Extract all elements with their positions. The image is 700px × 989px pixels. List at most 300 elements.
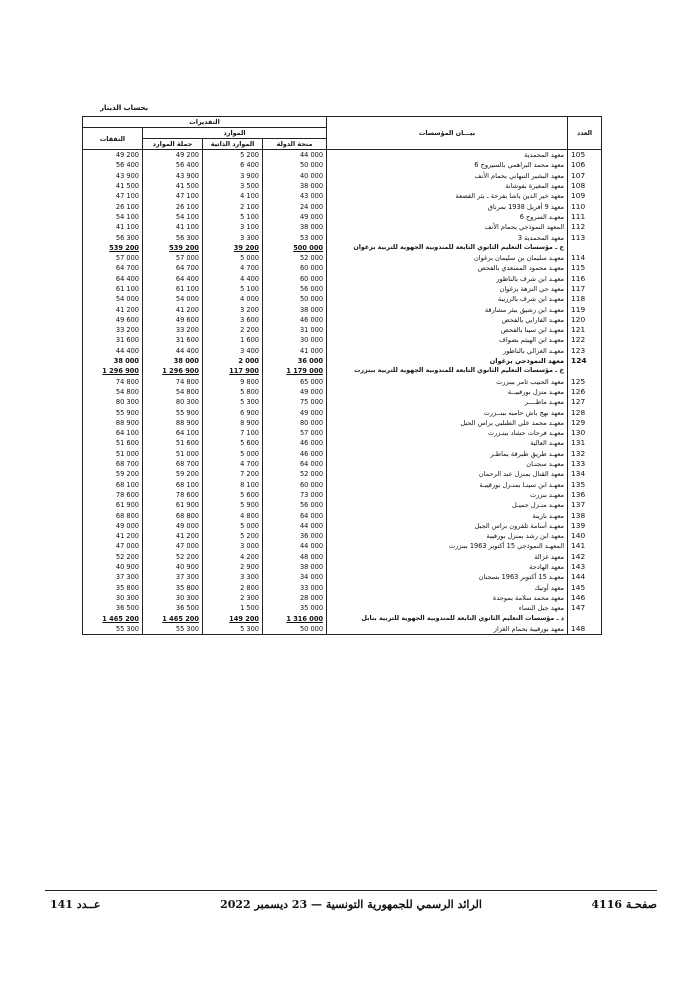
cell-own: 9 800	[203, 377, 263, 387]
cell-name: معهد جبل النساء	[327, 603, 568, 613]
cell-num: 127	[568, 397, 602, 407]
cell-total: 61 900	[143, 500, 203, 510]
cell-total: 80 300	[143, 397, 203, 407]
cell-own: 4 700	[203, 459, 263, 469]
table-row	[83, 480, 602, 490]
cell-own: 5 100	[203, 284, 263, 294]
cell-total: 47 100	[143, 191, 203, 201]
cell-grant: 38 000	[263, 562, 327, 572]
cell-total: 539 200	[143, 243, 203, 253]
cell-grant: 46 000	[263, 438, 327, 448]
cell-name: معهد حي النزهة بزغوان	[327, 284, 568, 294]
cell-name: معهـد الغزالي بالناظور	[327, 346, 568, 356]
cell-num: 133	[568, 459, 602, 469]
table-row	[83, 263, 602, 273]
cell-own: 3 300	[203, 232, 263, 242]
cell-num: 148	[568, 624, 602, 635]
table-row	[83, 274, 602, 284]
cell-total: 33 200	[143, 325, 203, 335]
cell-own: 5 600	[203, 438, 263, 448]
cell-name: معهـد ابن شرف بالناظور	[327, 274, 568, 284]
cell-name: معهـد فرحات حشاد ببنـزرت	[327, 428, 568, 438]
cell-own: 1 500	[203, 603, 263, 613]
cell-total: 47 000	[143, 541, 203, 551]
cell-own: 3 300	[203, 572, 263, 582]
cell-name: معهد المحمدية	[327, 150, 568, 161]
cell-total: 54 000	[143, 294, 203, 304]
cell-total: 64 700	[143, 263, 203, 273]
cell-grant: 31 000	[263, 325, 327, 335]
cell-total: 38 000	[143, 356, 203, 366]
cell-num: 124	[568, 356, 602, 366]
section-row	[83, 243, 602, 253]
cell-num: 126	[568, 387, 602, 397]
cell-total: 44 400	[143, 346, 203, 356]
table-row	[83, 531, 602, 541]
cell-grant: 36 000	[263, 356, 327, 366]
cell-own: 4 200	[203, 552, 263, 562]
table-row	[83, 572, 602, 582]
table-row	[83, 284, 602, 294]
table-row	[83, 469, 602, 479]
cell-grant: 50 000	[263, 624, 327, 635]
cell-own: 3 100	[203, 222, 263, 232]
table-row	[83, 377, 602, 387]
table-row	[83, 428, 602, 438]
cell-exp: 43 900	[83, 171, 143, 181]
cell-own: 4 000	[203, 294, 263, 304]
journal-title-date: الرائد الرسمي للجمهورية التونسية — 23 ديسمبر 2022	[220, 898, 482, 911]
cell-grant: 33 000	[263, 582, 327, 592]
table-row	[83, 253, 602, 263]
table-row	[83, 624, 602, 635]
cell-own: 8 900	[203, 418, 263, 428]
cell-name: معهـد طريق طبرقة بماطـر	[327, 449, 568, 459]
cell-num: 147	[568, 603, 602, 613]
cell-exp: 88 900	[83, 418, 143, 428]
cell-exp: 44 400	[83, 346, 143, 356]
cell-total: 51 600	[143, 438, 203, 448]
cell-name: المعهد النموذجي بحمام الأنف	[327, 222, 568, 232]
cell-num: 118	[568, 294, 602, 304]
cell-exp: 64 700	[83, 263, 143, 273]
cell-grant: 64 000	[263, 459, 327, 469]
cell-num: 131	[568, 438, 602, 448]
cell-exp: 539 200	[83, 243, 143, 253]
cell-own: 5 300	[203, 624, 263, 635]
table-row	[83, 150, 602, 161]
cell-own: 5 900	[203, 500, 263, 510]
cell-grant: 50 000	[263, 160, 327, 170]
cell-total: 36 500	[143, 603, 203, 613]
cell-name: معهـد 15 أكتوبر 1963 بسجنان	[327, 572, 568, 582]
cell-total: 43 900	[143, 171, 203, 181]
cell-num: 140	[568, 531, 602, 541]
cell-name: معهد خير الدين باشا بفرحة ـ بئر القصعة	[327, 191, 568, 201]
cell-name: معهد محمد سلامة بموجدة	[327, 593, 568, 603]
cell-exp: 31 600	[83, 335, 143, 345]
cell-exp: 55 300	[83, 624, 143, 635]
table-row	[83, 171, 602, 181]
cell-num: 146	[568, 593, 602, 603]
cell-num: 134	[568, 469, 602, 479]
cell-exp: 49 000	[83, 521, 143, 531]
cell-num: 121	[568, 325, 602, 335]
header-state-grant: منحة الدولة	[263, 139, 327, 150]
cell-exp: 78 600	[83, 490, 143, 500]
cell-exp: 47 000	[83, 541, 143, 551]
cell-name: معهد الهادجة	[327, 562, 568, 572]
cell-num: 135	[568, 480, 602, 490]
cell-name: خ ـ مؤسسات التعليم الثانوي التابعة للمندوبية الجهوية للتربية ببنزرت	[327, 366, 568, 376]
cell-grant: 73 000	[263, 490, 327, 500]
cell-exp: 61 100	[83, 284, 143, 294]
cell-grant: 44 000	[263, 150, 327, 161]
cell-own: 39 200	[203, 243, 263, 253]
cell-total: 54 800	[143, 387, 203, 397]
cell-name: معهد غزالة	[327, 552, 568, 562]
cell-name: معهـد منـزل جميـل	[327, 500, 568, 510]
cell-grant: 1 179 000	[263, 366, 327, 376]
cell-num: 105	[568, 150, 602, 161]
cell-grant: 38 000	[263, 222, 327, 232]
cell-num: 117	[568, 284, 602, 294]
cell-exp: 47 100	[83, 191, 143, 201]
cell-grant: 38 000	[263, 181, 327, 191]
cell-own: 5 300	[203, 397, 263, 407]
cell-exp: 38 000	[83, 356, 143, 366]
cell-total: 78 600	[143, 490, 203, 500]
cell-exp: 74 800	[83, 377, 143, 387]
cell-num: 142	[568, 552, 602, 562]
cell-exp: 41 200	[83, 531, 143, 541]
table-row	[83, 294, 602, 304]
cell-name: معهـد منزل بورقيبــة	[327, 387, 568, 397]
cell-grant: 60 000	[263, 480, 327, 490]
cell-exp: 59 200	[83, 469, 143, 479]
cell-name: معهـد ابن شرف بالزريبة	[327, 294, 568, 304]
cell-name: معهـد سجنـان	[327, 459, 568, 469]
cell-name: معهد القنال بمنزل عبد الرحمان	[327, 469, 568, 479]
cell-num: 137	[568, 500, 602, 510]
cell-num: 123	[568, 346, 602, 356]
cell-total: 64 400	[143, 274, 203, 284]
issue-number: عــدد 141	[50, 898, 101, 911]
cell-total: 51 000	[143, 449, 203, 459]
cell-exp: 30 300	[83, 593, 143, 603]
cell-name: معهـد بنزرت	[327, 490, 568, 500]
cell-exp: 57 000	[83, 253, 143, 263]
cell-grant: 28 000	[263, 593, 327, 603]
cell-exp: 54 100	[83, 212, 143, 222]
cell-own: 3 600	[203, 315, 263, 325]
cell-num: 112	[568, 222, 602, 232]
cell-total: 52 200	[143, 552, 203, 562]
cell-name: معهـد ماطــــر	[327, 397, 568, 407]
cell-num: 122	[568, 335, 602, 345]
cell-own: 5 200	[203, 150, 263, 161]
table-row	[83, 315, 602, 325]
cell-num: 119	[568, 304, 602, 314]
cell-total: 49 600	[143, 315, 203, 325]
table-row	[83, 346, 602, 356]
cell-exp: 54 800	[83, 387, 143, 397]
table-row	[83, 222, 602, 232]
cell-own: 8 100	[203, 480, 263, 490]
cell-num: 110	[568, 201, 602, 211]
table-row	[83, 181, 602, 191]
cell-total: 31 600	[143, 335, 203, 345]
table-row	[83, 562, 602, 572]
cell-own: 3 000	[203, 541, 263, 551]
cell-name: معهـد العالية	[327, 438, 568, 448]
cell-total: 41 200	[143, 531, 203, 541]
cell-grant: 56 000	[263, 500, 327, 510]
cell-num: 106	[568, 160, 602, 170]
section-row	[83, 366, 602, 376]
cell-name: معهـد الفارابي بالفحص	[327, 315, 568, 325]
cell-num: 136	[568, 490, 602, 500]
cell-name: المعهـد النموذجي 15 أكتوبر 1963 ببنزرت	[327, 541, 568, 551]
cell-exp: 33 200	[83, 325, 143, 335]
page-footer	[45, 898, 657, 914]
cell-own: 5 800	[203, 387, 263, 397]
cell-grant: 60 000	[263, 263, 327, 273]
cell-grant: 40 000	[263, 171, 327, 181]
cell-total: 49 200	[143, 150, 203, 161]
cell-num: 138	[568, 510, 602, 520]
cell-total: 74 800	[143, 377, 203, 387]
cell-exp: 41 500	[83, 181, 143, 191]
cell-own: 4 400	[203, 274, 263, 284]
cell-grant: 41 000	[263, 346, 327, 356]
table-row	[83, 407, 602, 417]
cell-grant: 56 000	[263, 284, 327, 294]
cell-grant: 500 000	[263, 243, 327, 253]
header-number: العدد	[568, 117, 602, 150]
cell-exp: 61 900	[83, 500, 143, 510]
cell-grant: 30 000	[263, 335, 327, 345]
cell-grant: 75 000	[263, 397, 327, 407]
cell-grant: 24 000	[263, 201, 327, 211]
cell-own: 2 300	[203, 593, 263, 603]
cell-grant: 44 000	[263, 521, 327, 531]
cell-num: 116	[568, 274, 602, 284]
cell-name: معهد أوتيك	[327, 582, 568, 592]
cell-exp: 68 100	[83, 480, 143, 490]
cell-total: 41 500	[143, 181, 203, 191]
cell-own: 5 200	[203, 531, 263, 541]
cell-own: 2 000	[203, 356, 263, 366]
cell-name: ح ـ مؤسسات التعليم الثانوي التابعة للمندوبية الجهوية للتربية بزغوان	[327, 243, 568, 253]
cell-exp: 52 200	[83, 552, 143, 562]
cell-own: 2 900	[203, 562, 263, 572]
cell-num: 109	[568, 191, 602, 201]
cell-num: 125	[568, 377, 602, 387]
cell-grant: 49 000	[263, 212, 327, 222]
cell-own: 2 100	[203, 201, 263, 211]
cell-name: معهـد أسامة ثلقرون براس الجبل	[327, 521, 568, 531]
header-institutions: بيـــان المؤسسات	[327, 117, 568, 150]
cell-total: 68 100	[143, 480, 203, 490]
unit-label: بحساب الدينار	[100, 104, 149, 112]
cell-name: معهـد محمد علي الطبلبي براس الجبل	[327, 418, 568, 428]
cell-name: معهد بورقيبة بحمام الغزاز	[327, 624, 568, 635]
cell-total: 40 900	[143, 562, 203, 572]
budget-table	[82, 116, 602, 635]
cell-exp: 68 800	[83, 510, 143, 520]
cell-own: 3 900	[203, 171, 263, 181]
cell-num	[568, 613, 602, 623]
cell-grant: 46 000	[263, 315, 327, 325]
cell-exp: 41 100	[83, 222, 143, 232]
cell-grant: 46 000	[263, 449, 327, 459]
cell-grant: 60 000	[263, 274, 327, 284]
cell-num: 128	[568, 407, 602, 417]
table-row	[83, 212, 602, 222]
cell-grant: 38 000	[263, 304, 327, 314]
cell-total: 68 800	[143, 510, 203, 520]
cell-exp: 54 000	[83, 294, 143, 304]
cell-exp: 56 300	[83, 232, 143, 242]
page-number: صفحـة 4116	[591, 898, 657, 911]
cell-own: 3 200	[203, 304, 263, 314]
cell-grant: 53 000	[263, 232, 327, 242]
cell-exp: 49 200	[83, 150, 143, 161]
cell-exp: 36 500	[83, 603, 143, 613]
cell-grant: 65 000	[263, 377, 327, 387]
table-row	[83, 232, 602, 242]
table-row	[83, 160, 602, 170]
cell-own: 4 700	[203, 263, 263, 273]
cell-own: 7 100	[203, 428, 263, 438]
cell-own: 3 400	[203, 346, 263, 356]
cell-num	[568, 366, 602, 376]
cell-total: 64 100	[143, 428, 203, 438]
cell-name: معهـد محمود المسعدي بالفحص	[327, 263, 568, 273]
cell-name: معهد البشير النبهاني بحمام الأنف	[327, 171, 568, 181]
cell-grant: 48 000	[263, 552, 327, 562]
cell-name: معهـد ابن رشيق ببئر مشارقة	[327, 304, 568, 314]
footer-rule	[45, 890, 657, 891]
table-row	[83, 325, 602, 335]
cell-grant: 35 000	[263, 603, 327, 613]
cell-name: د ـ مؤسسات التعليم الثانوي التابعة للمندوبية الجهوية للتربية بنابل	[327, 613, 568, 623]
cell-grant: 52 000	[263, 253, 327, 263]
section-row	[83, 613, 602, 623]
cell-num: 108	[568, 181, 602, 191]
cell-num: 114	[568, 253, 602, 263]
cell-exp: 51 000	[83, 449, 143, 459]
table-row	[83, 582, 602, 592]
cell-exp: 40 900	[83, 562, 143, 572]
cell-own: 7 200	[203, 469, 263, 479]
cell-num: 113	[568, 232, 602, 242]
table-row	[83, 201, 602, 211]
cell-num: 129	[568, 418, 602, 428]
cell-grant: 52 000	[263, 469, 327, 479]
cell-own: 149 200	[203, 613, 263, 623]
table-row	[83, 593, 602, 603]
cell-name: معهد نهج باش حامبه ببنــزرت	[327, 407, 568, 417]
cell-total: 41 200	[143, 304, 203, 314]
cell-own: 4 800	[203, 510, 263, 520]
header-resources: الموارد	[143, 128, 327, 139]
cell-exp: 68 700	[83, 459, 143, 469]
table-row	[83, 438, 602, 448]
cell-own: 4 100	[203, 191, 263, 201]
table-row	[83, 397, 602, 407]
cell-own: 5 600	[203, 490, 263, 500]
cell-exp: 37 300	[83, 572, 143, 582]
table-row	[83, 541, 602, 551]
cell-total: 61 100	[143, 284, 203, 294]
table-row	[83, 500, 602, 510]
cell-num	[568, 243, 602, 253]
table-row	[83, 603, 602, 613]
cell-total: 55 300	[143, 624, 203, 635]
cell-own: 1 600	[203, 335, 263, 345]
table-row	[83, 510, 602, 520]
cell-exp: 80 300	[83, 397, 143, 407]
cell-own: 117 900	[203, 366, 263, 376]
cell-num: 130	[568, 428, 602, 438]
cell-exp: 26 100	[83, 201, 143, 211]
cell-total: 59 200	[143, 469, 203, 479]
cell-name: معهد ابن رشد بمنزل بورقيبة	[327, 531, 568, 541]
cell-exp: 56 400	[83, 160, 143, 170]
cell-own: 5 000	[203, 253, 263, 263]
cell-name: معهـد ابن سينا بالفحص	[327, 325, 568, 335]
cell-exp: 49 600	[83, 315, 143, 325]
cell-total: 56 300	[143, 232, 203, 242]
table-row	[83, 387, 602, 397]
cell-num: 143	[568, 562, 602, 572]
cell-num: 145	[568, 582, 602, 592]
table-row	[83, 304, 602, 314]
cell-grant: 1 316 000	[263, 613, 327, 623]
cell-grant: 80 000	[263, 418, 327, 428]
cell-name: معهـد سليمان بن سليمان بزغوان	[327, 253, 568, 263]
cell-name: معهد 9 أفريل 1938 بمرناق	[327, 201, 568, 211]
cell-grant: 50 000	[263, 294, 327, 304]
cell-name: معهد المحمدية 3	[327, 232, 568, 242]
header-own-resources: الموارد الذاتية	[203, 139, 263, 150]
cell-own: 5 100	[203, 212, 263, 222]
table-row	[83, 191, 602, 201]
cell-num: 132	[568, 449, 602, 459]
cell-total: 26 100	[143, 201, 203, 211]
cell-name: معهد الحبيب ثامر ببنزرت	[327, 377, 568, 387]
cell-name: معهـد بازينة	[327, 510, 568, 520]
cell-own: 6 900	[203, 407, 263, 417]
cell-total: 56 400	[143, 160, 203, 170]
cell-own: 3 500	[203, 181, 263, 191]
table-body	[83, 150, 602, 635]
cell-grant: 49 000	[263, 387, 327, 397]
cell-exp: 55 900	[83, 407, 143, 417]
cell-exp: 51 600	[83, 438, 143, 448]
cell-total: 49 000	[143, 521, 203, 531]
cell-total: 41 100	[143, 222, 203, 232]
cell-name: معهـد السروج 6	[327, 212, 568, 222]
cell-total: 54 100	[143, 212, 203, 222]
table-row	[83, 552, 602, 562]
cell-own: 5 000	[203, 521, 263, 531]
cell-name: معهـد ابن الهيثم بصواف	[327, 335, 568, 345]
cell-exp: 64 100	[83, 428, 143, 438]
cell-exp: 35 800	[83, 582, 143, 592]
